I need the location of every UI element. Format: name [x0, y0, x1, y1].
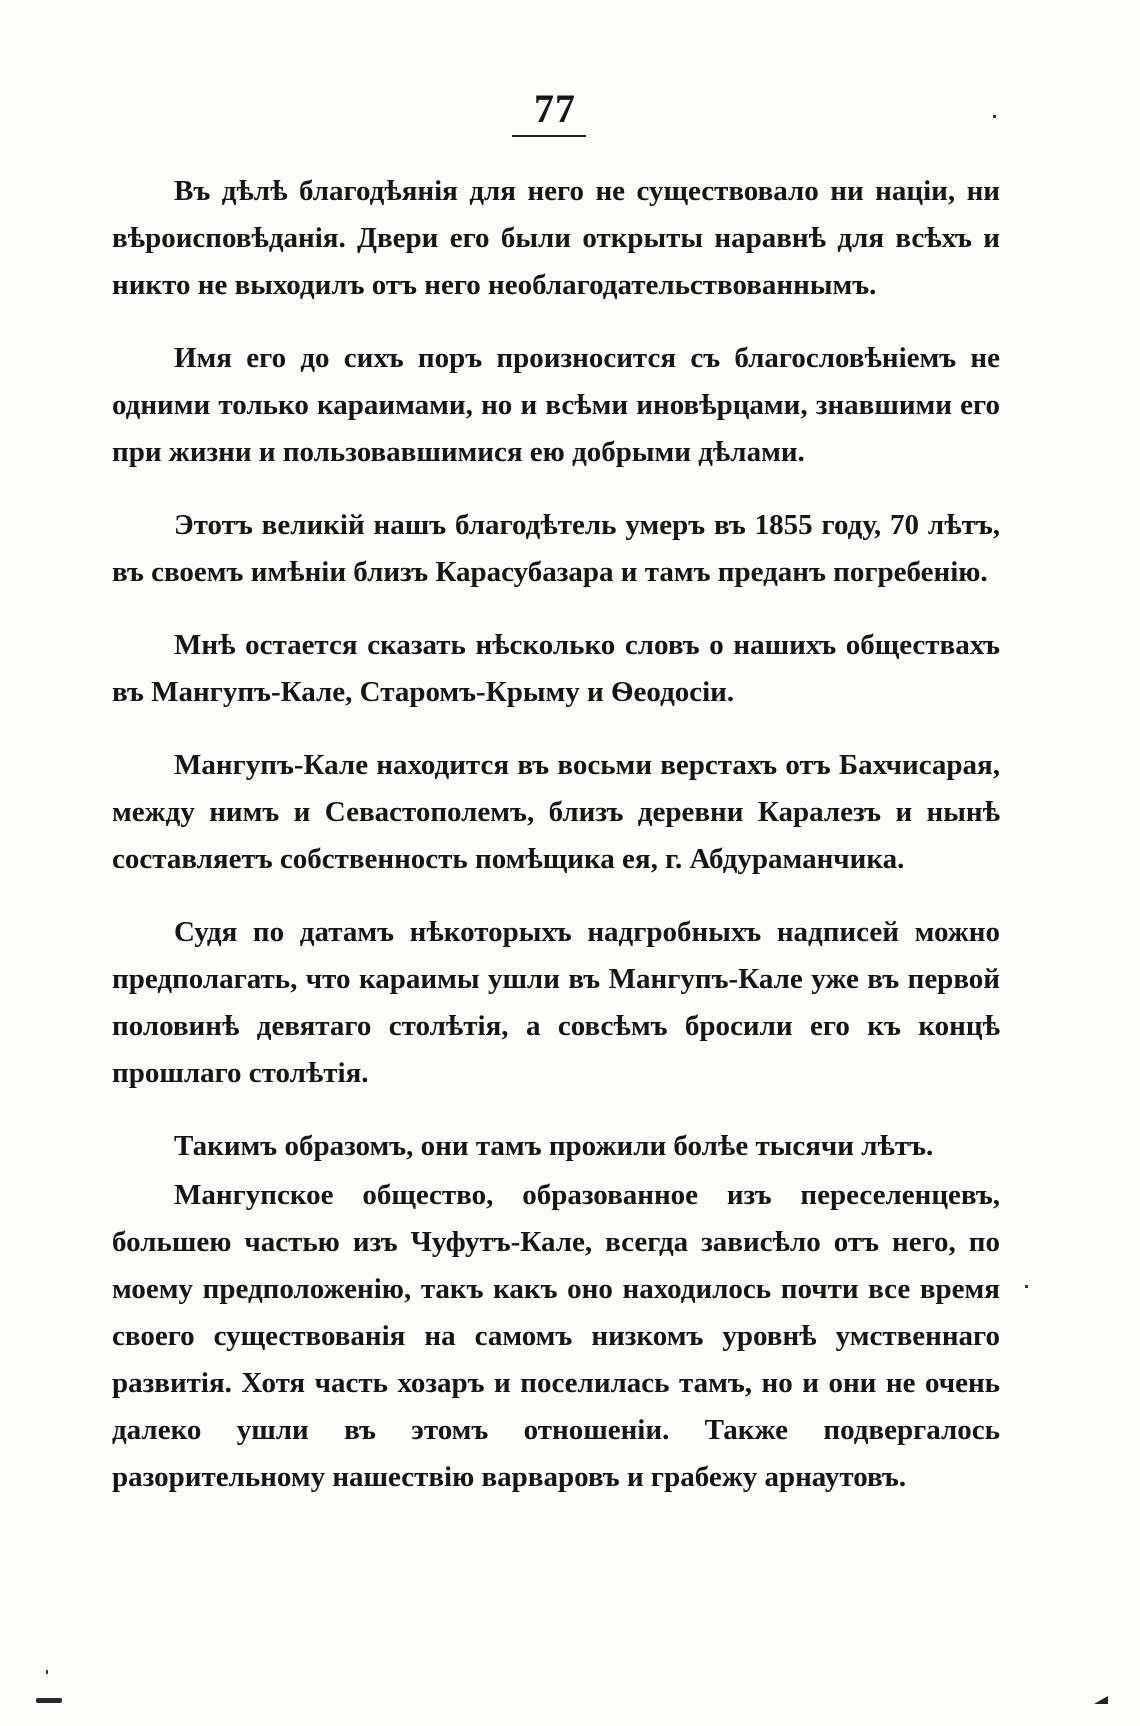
print-mark-left [36, 1698, 62, 1703]
paragraph-4: Мнѣ остается сказать нѣсколько словъ о нашихъ обществахъ въ Мангупъ-Кале, Старомъ-Крыму и Ѳеодосіи. [112, 629, 1000, 708]
paragraph-1: Въ дѣлѣ благодѣянія для него не существовало ни націи, ни вѣроисповѣданія. Двери его были открыты наравнѣ для всѣхъ и никто не выходилъ отъ него необлагодательствованнымъ. [112, 175, 1000, 301]
paragraph-8: Мангупское общество, образованное изъ переселенцевъ, большею частью изъ Чуфутъ-Кале, всегда зависѣло отъ него, по моему предположенію, такъ какъ оно находилось почти все время своего существованія на самомъ низкомъ уровнѣ умственнаго развитія. Хотя часть хозаръ и поселилась тамъ, но и они не очень далеко ушли въ этомъ отношеніи. Также подвергалось разорительному нашествію варваровъ и грабежу арнаутовъ. [112, 1179, 1000, 1493]
print-speck [46, 1670, 48, 1674]
print-speck [1025, 1285, 1028, 1288]
paragraph-7: Такимъ образомъ, они тамъ прожили болѣе тысячи лѣтъ. [174, 1130, 934, 1162]
print-mark-right [1094, 1696, 1108, 1704]
page-number-rule [512, 135, 586, 137]
page-number: 77 [534, 86, 576, 131]
paragraph-3: Этотъ великій нашъ благодѣтель умеръ въ 1855 году, 70 лѣтъ, въ своемъ имѣніи близъ Карасубазара и тамъ преданъ погребенію. [112, 509, 1000, 588]
paragraph-5: Мангупъ-Кале находится въ восьми верстахъ отъ Бахчисарая, между нимъ и Севастополемъ, близъ деревни Каралезъ и нынѣ составляетъ собственность помѣщика ея, г. Абдураманчика. [112, 749, 1000, 875]
paragraph-2: Имя его до сихъ поръ произносится съ благословѣніемъ не одними только караимами, но и всѣми иновѣрцами, знавшими его при жизни и пользовавшимися ею добрыми дѣлами. [112, 342, 1000, 468]
body-text [112, 168, 1000, 1527]
paragraph-6: Судя по датамъ нѣкоторыхъ надгробныхъ надписей можно предполагать, что караимы ушли въ Мангупъ-Кале уже въ первой половинѣ девятаго столѣтія, а совсѣмъ бросили его къ концѣ прошлаго столѣтія. [112, 916, 1000, 1089]
print-speck [993, 115, 996, 118]
